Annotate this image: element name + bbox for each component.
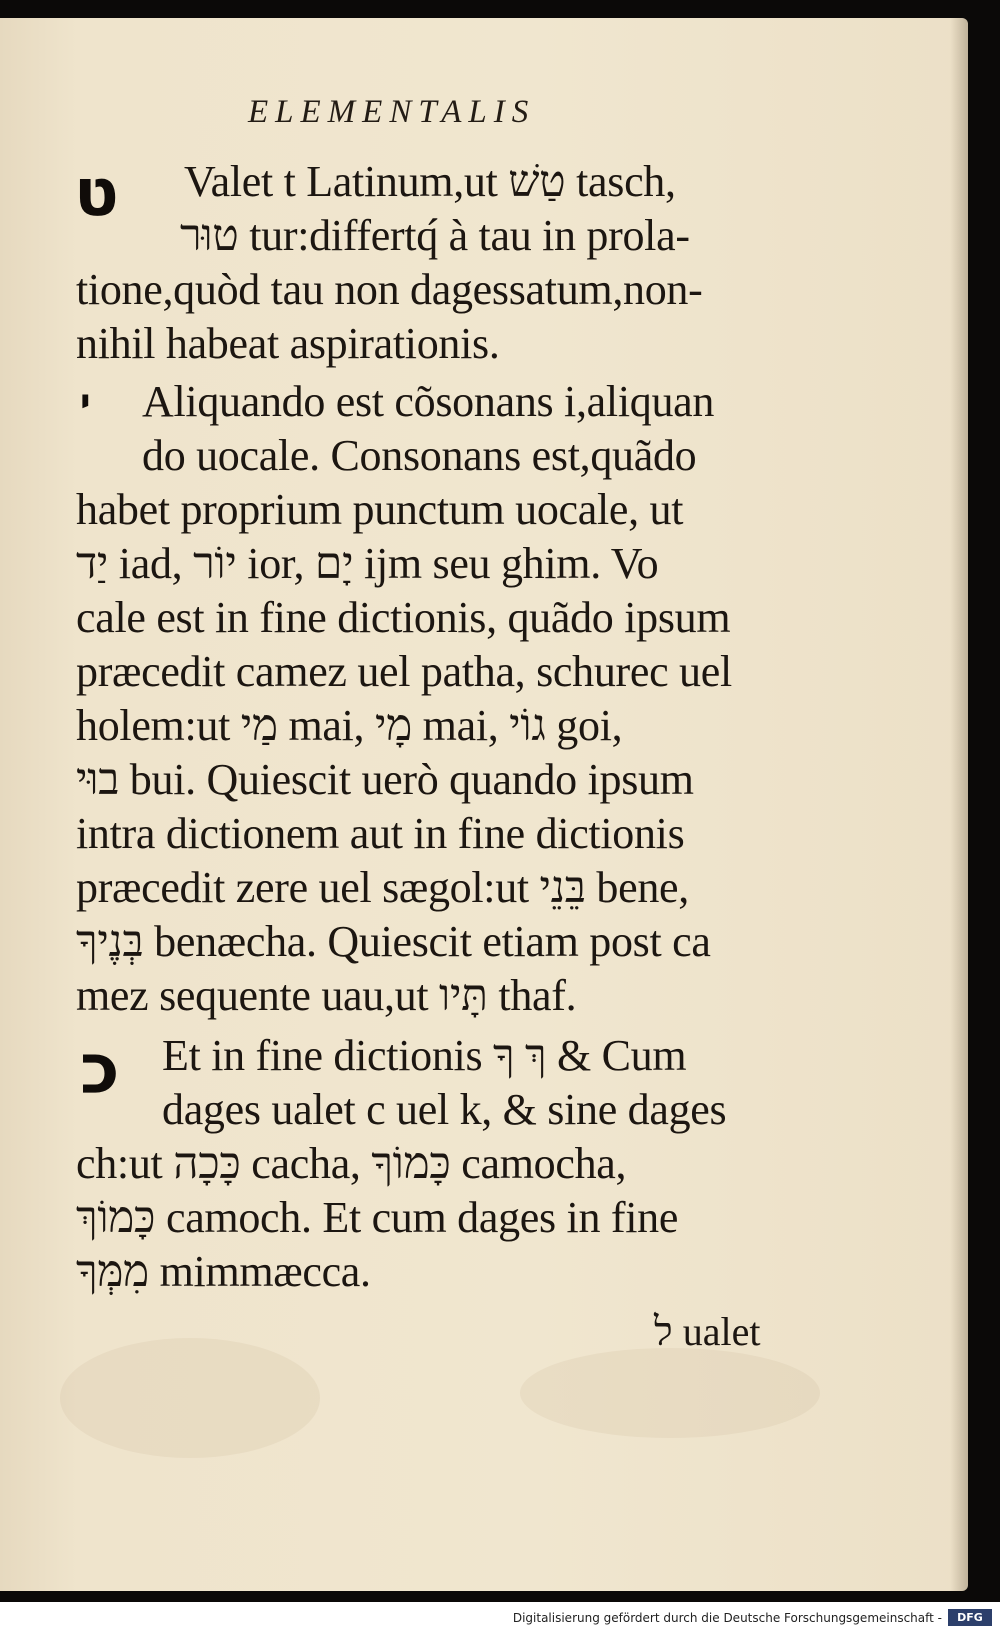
book-page: [0, 18, 968, 1591]
text-line: יַד iad, יוֹר ior, יָם ijm seu ghim. Vo: [76, 539, 659, 588]
text-line: ch:ut כָּכָה cacha, כָּמוֹךָ camocha,: [76, 1139, 627, 1188]
text-line: מִמְּךָ mimmæcca.: [76, 1247, 371, 1296]
dfg-logo: DFG: [948, 1609, 992, 1626]
catchword: ל ualet: [654, 1309, 761, 1354]
text-line: holem:ut מַי mai, מָי mai, גוֹי goi,: [76, 701, 623, 750]
text-line: dages ualet c uel k, & sine dages: [162, 1085, 727, 1134]
text-line: intra dictionem aut in fine dictionis: [76, 809, 685, 858]
margin-letter-teth: ט: [74, 154, 119, 231]
digitization-footer: [0, 1602, 1000, 1638]
running-head: ELEMENTALIS: [248, 94, 536, 130]
paper-stain: [520, 1348, 820, 1438]
text-line: כָּמוֹךְ camoch. Et cum dages in fine: [76, 1193, 679, 1242]
text-line: nihil habeat aspirationis.: [76, 319, 500, 368]
text-line: Aliquando est cõsonans i,aliquan: [142, 377, 715, 426]
text-line: habet proprium punctum uocale, ut: [76, 485, 684, 534]
text-line: præcedit camez uel patha, schurec uel: [76, 647, 732, 696]
text-line: בוּי bui. Quiescit uerò quando ipsum: [76, 755, 694, 804]
text-line: טוּר tur:differtq́ à tau in prola-: [180, 211, 690, 260]
text-line: Valet t Latinum,ut טַשׁ tasch,: [184, 157, 676, 206]
text-line: Et in fine dictionis ךְ ךָ & Cum: [162, 1031, 687, 1080]
funding-credit: Digitalisierung gefördert durch die Deutsche Forschungsgemeinschaft -: [512, 1611, 942, 1625]
margin-letter-yod: י: [80, 382, 91, 423]
margin-letter-kaf: כ: [80, 1028, 120, 1110]
text-line: do uocale. Consonans est,quãdo: [142, 431, 697, 480]
text-line: præcedit zere uel sægol:ut בֵּנֵי bene,: [76, 863, 689, 912]
text-line: בְּנֶיךָ benæcha. Quiescit etiam post ca: [76, 917, 711, 966]
text-line: mez sequente uau,ut תָּיו thaf.: [76, 971, 577, 1020]
paper-stain: [60, 1338, 320, 1458]
text-line: tione,quòd tau non dagessatum,non-: [76, 265, 703, 314]
text-line: cale est in fine dictionis, quãdo ipsum: [76, 593, 731, 642]
